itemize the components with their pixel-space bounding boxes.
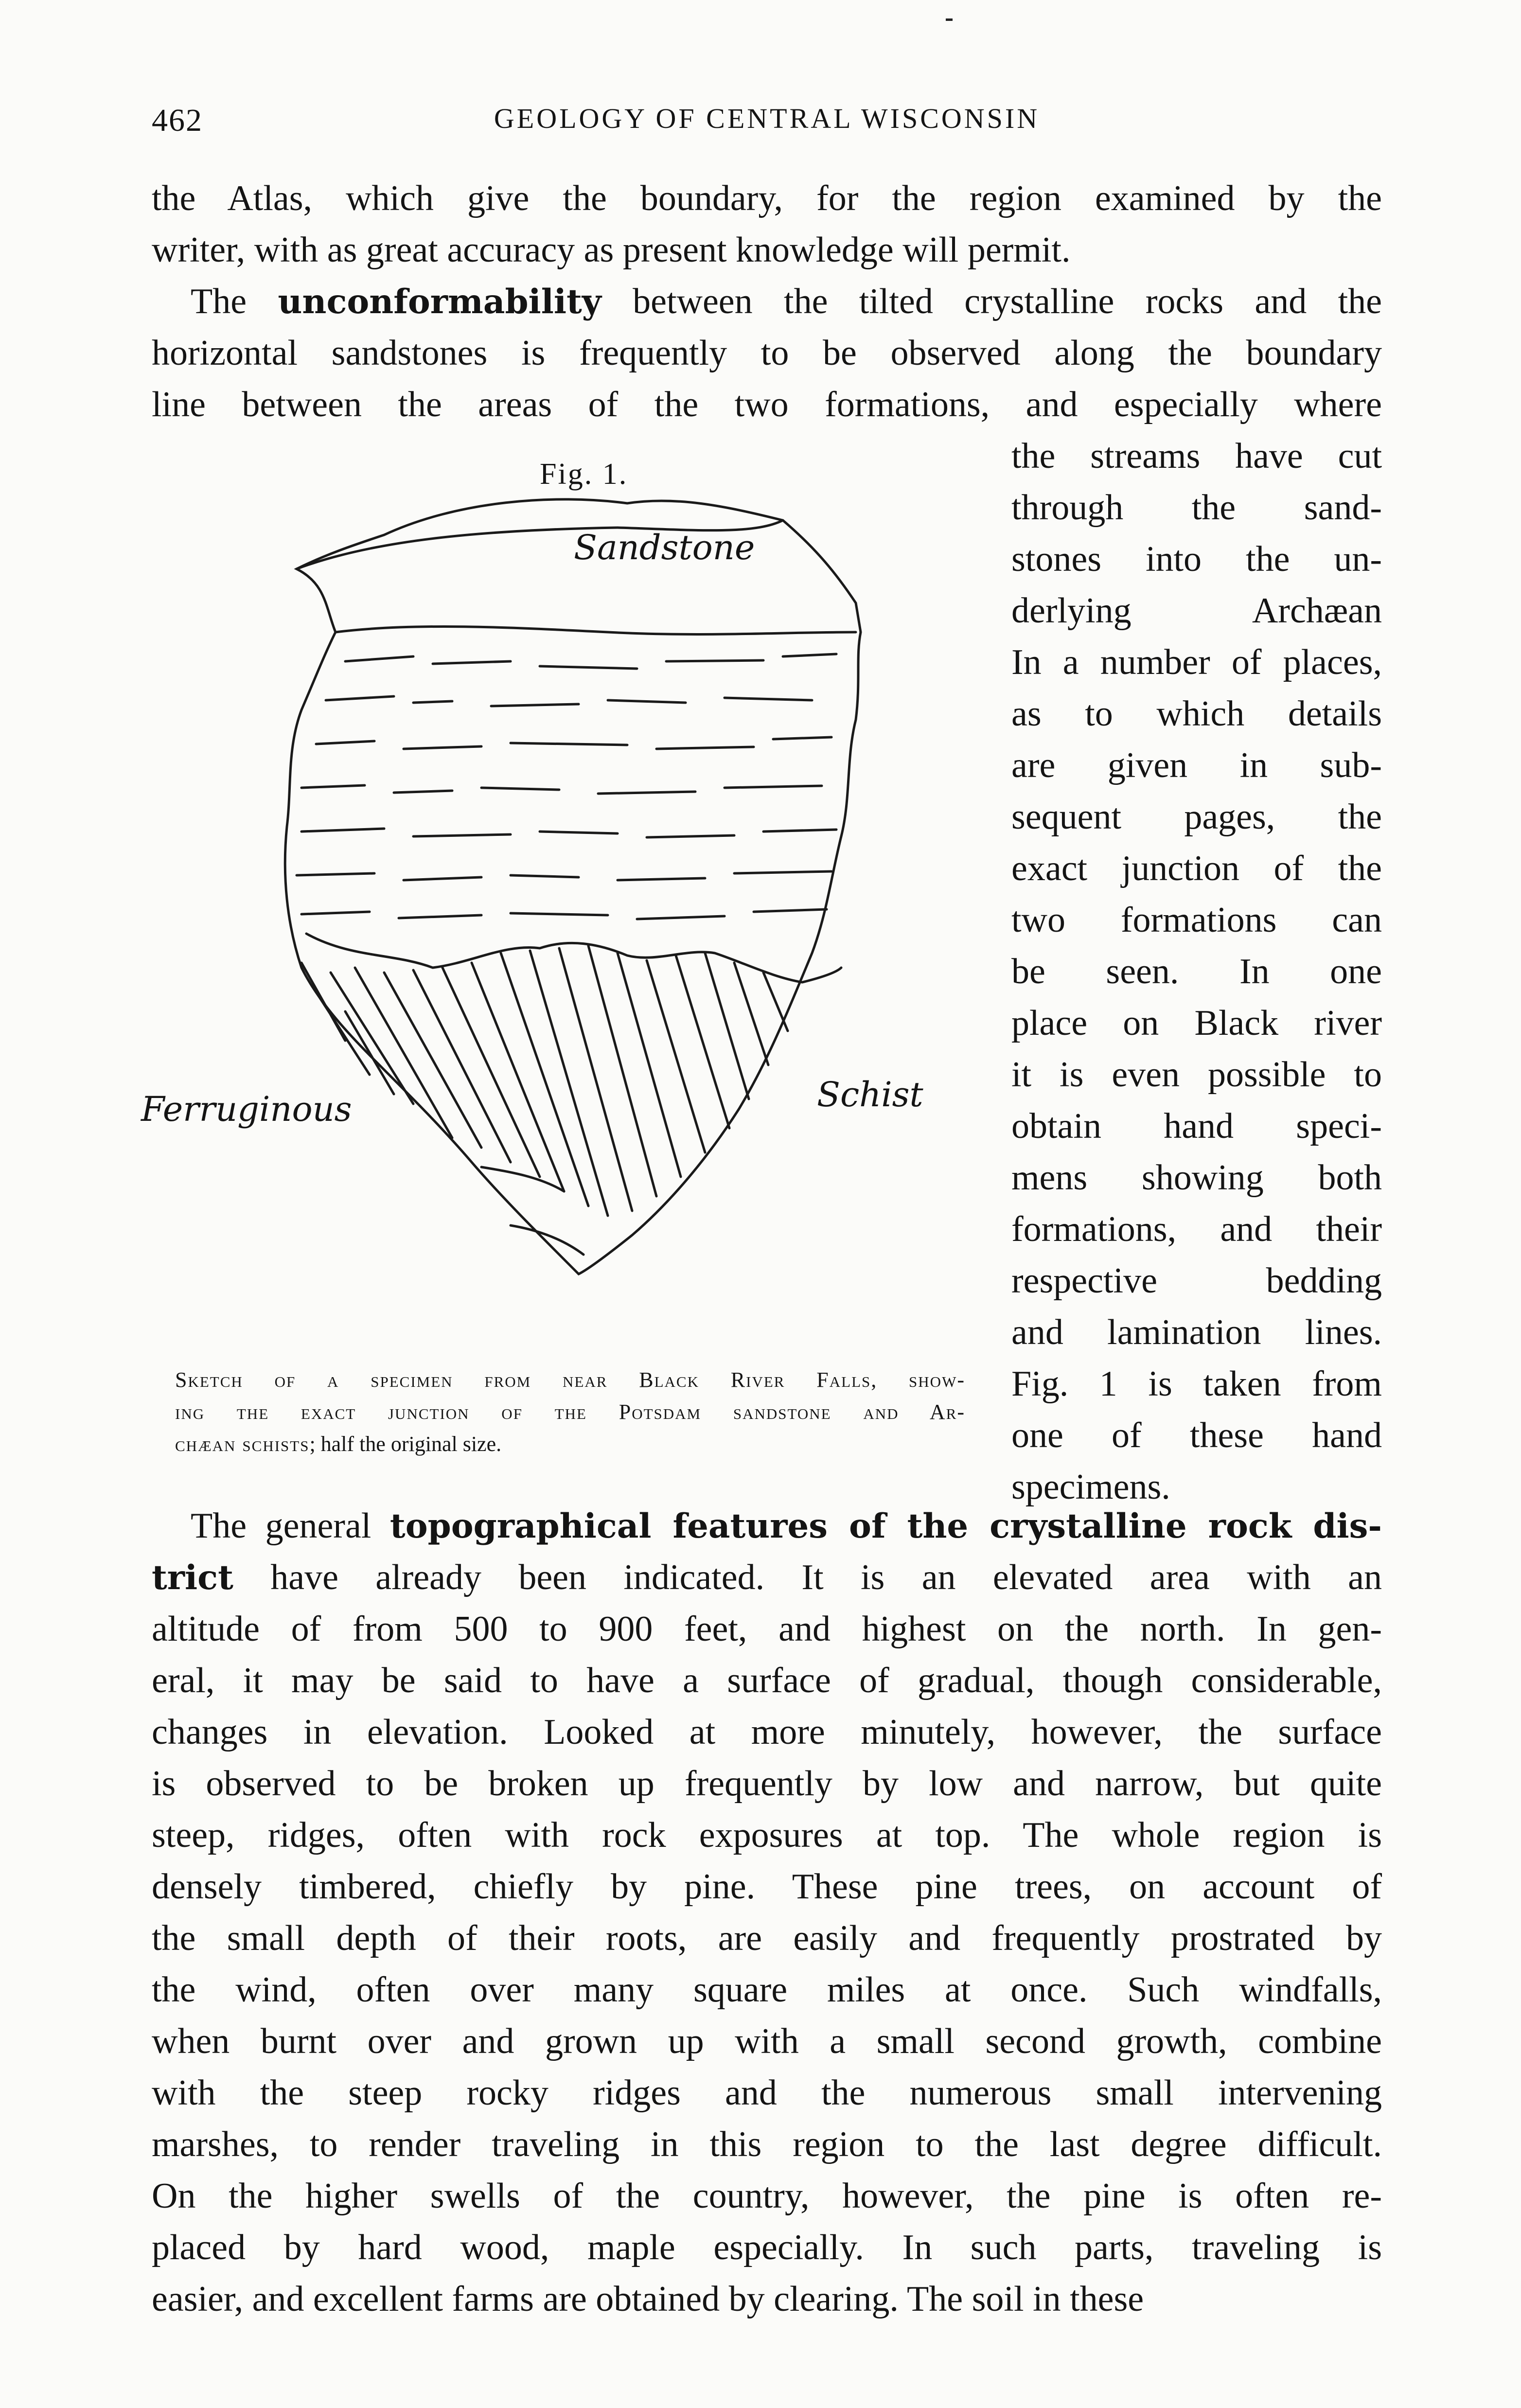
- text-line: obtain hand speci-: [1011, 1106, 1382, 1146]
- text-line: marshes, to render traveling in this region to the last degree difficult.: [152, 2125, 1382, 2164]
- text-line: and lamination lines.: [1011, 1312, 1382, 1352]
- text-line: mens showing both: [1011, 1158, 1382, 1198]
- caption-fragment: ; half the original size.: [309, 1432, 502, 1456]
- text-line: [152, 276, 1382, 327]
- text-fragment: between the tilted crystalline rocks and the: [601, 282, 1382, 321]
- ferruginous-label: Ferruginous: [141, 1089, 352, 1129]
- text-line: [152, 1500, 1382, 1552]
- text-line: sequent pages, the: [1011, 797, 1382, 837]
- sandstone-label: Sandstone: [574, 528, 755, 567]
- text-line: specimens.: [1011, 1467, 1170, 1507]
- caption-line: ing the exact junction of the Potsdam sandstone and Ar-: [175, 1400, 965, 1424]
- caption-fragment: chæan schists: [175, 1432, 310, 1456]
- text-fragment: The general: [191, 1506, 390, 1546]
- text-line: easier, and excellent farms are obtained by clearing. The soil in these: [152, 2279, 1144, 2319]
- text-line: the Atlas, which give the boundary, for the region examined by the: [152, 178, 1382, 218]
- text-line: line between the areas of the two formations, and especially where: [152, 385, 1382, 425]
- running-title: GEOLOGY OF CENTRAL WISCONSIN: [494, 103, 1040, 134]
- text-line: as to which details: [1011, 694, 1382, 734]
- text-line: is observed to be broken up frequently by low and narrow, but quite: [152, 1764, 1382, 1804]
- specimen-sketch: [141, 447, 987, 1371]
- paragraph-topography: [152, 1500, 1382, 2325]
- bold-term-unconformability: unconformability: [278, 282, 601, 321]
- text-line: Fig. 1 is taken from: [1011, 1364, 1382, 1404]
- paragraph-atlas: [152, 173, 1382, 276]
- text-line: formations, and their: [1011, 1209, 1382, 1249]
- text-line: eral, it may be said to have a surface of gradual, though considerable,: [152, 1661, 1382, 1700]
- figure-caption: [175, 1364, 965, 1460]
- text-line: changes in elevation. Looked at more minutely, however, the surface: [152, 1712, 1382, 1752]
- caption-line: [175, 1428, 965, 1460]
- text-line: On the higher swells of the country, however, the pine is often re-: [152, 2176, 1382, 2216]
- text-line: one of these hand: [1011, 1416, 1382, 1455]
- text-fragment: have already been indicated. It is an elevated area with an: [233, 1558, 1382, 1597]
- figure-label: Fig. 1.: [540, 458, 628, 491]
- text-line: derlying Archæan: [1011, 591, 1382, 631]
- text-line: stones into the un-: [1011, 539, 1382, 579]
- text-line: In a number of places,: [1011, 642, 1382, 682]
- print-mark: [946, 18, 953, 21]
- text-line: it is even possible to: [1011, 1055, 1382, 1095]
- text-fragment: The: [191, 282, 278, 321]
- text-line: be seen. In one: [1011, 952, 1382, 992]
- figure-1: [141, 447, 987, 1371]
- text-line: densely timbered, chiefly by pine. These pine trees, on account of: [152, 1867, 1382, 1907]
- caption-line: Sketch of a specimen from near Black River Falls, show-: [175, 1368, 965, 1392]
- text-line: the wind, often over many square miles at once. Such windfalls,: [152, 1970, 1382, 2010]
- page-number: 462: [152, 103, 203, 138]
- text-line: two formations can: [1011, 900, 1382, 940]
- paragraph-unconformability: [152, 276, 1382, 430]
- text-line: steep, ridges, often with rock exposures at top. The whole region is: [152, 1815, 1382, 1855]
- text-line: through the sand-: [1011, 488, 1382, 528]
- text-line: exact junction of the: [1011, 849, 1382, 888]
- schist-label: Schist: [817, 1075, 923, 1115]
- text-line: altitude of from 500 to 900 feet, and highest on the north. In gen-: [152, 1609, 1382, 1649]
- text-line: are given in sub-: [1011, 745, 1382, 785]
- text-line: placed by hard wood, maple especially. In such parts, traveling is: [152, 2228, 1382, 2267]
- text-line: horizontal sandstones is frequently to be observed along the boundary: [152, 333, 1382, 373]
- text-line: the small depth of their roots, are easily and frequently prostrated by: [152, 1918, 1382, 1958]
- text-line: when burnt over and grown up with a small second growth, combine: [152, 2021, 1382, 2061]
- side-column-text: [1011, 430, 1382, 1513]
- bold-term-district: trict: [152, 1558, 233, 1597]
- text-line: with the steep rocky ridges and the numerous small intervening: [152, 2073, 1382, 2113]
- text-line: writer, with as great accuracy as present knowledge will permit.: [152, 230, 1071, 270]
- text-line: [152, 1552, 1382, 1603]
- bold-term-topography: topographical features of the crystalline rock dis-: [389, 1506, 1382, 1546]
- text-line: place on Black river: [1011, 1003, 1382, 1043]
- text-line: respective bedding: [1011, 1261, 1382, 1301]
- text-line: the streams have cut: [1011, 436, 1382, 476]
- page-header: [152, 102, 1382, 146]
